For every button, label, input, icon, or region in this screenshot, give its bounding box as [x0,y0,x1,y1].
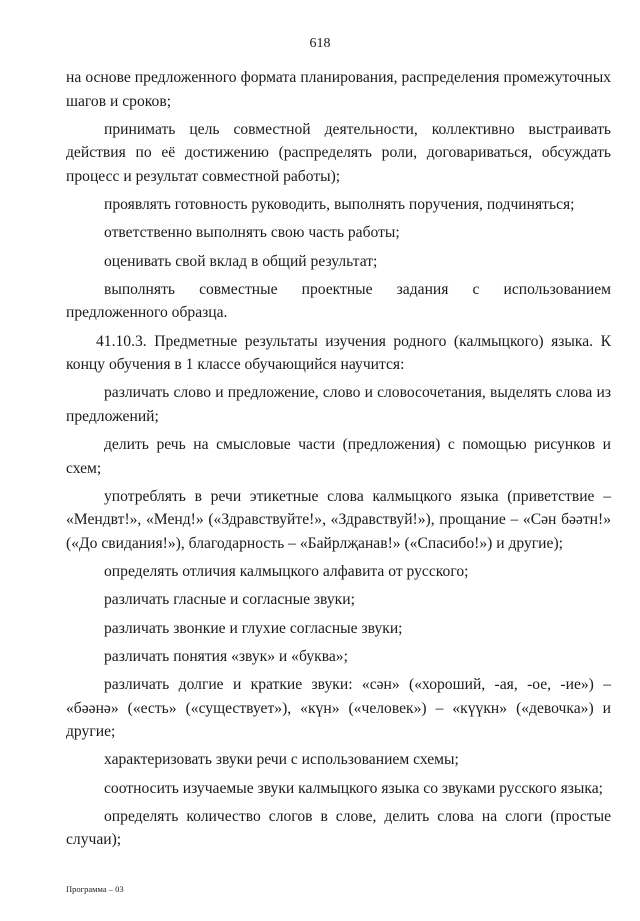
paragraph-sound-and-letter: различать понятия «звук» и «буква»; [104,647,348,665]
paragraph-syllables: определять количество слогов в слове, делить слова на слоги (простые случаи); [66,807,611,849]
section-heading-41-10-3: 41.10.3. Предметные результаты изучения родного (калмыцкого) языка. К концу обучения в 1 классе обучающийся научится: [66,332,611,374]
paragraph-responsible-work: ответственно выполнять свою часть работы; [104,224,400,242]
paragraph-word-and-sentence: различать слово и предложение, слово и словосочетания, выделять слова из предложений; [66,384,611,425]
paragraph-alphabet-differences: определять отличия калмыцкого алфавита от русского; [104,563,469,581]
paragraph-compare-sounds: соотносить изучаемые звуки калмыцкого языка со звуками русского языка; [104,779,603,797]
paragraph-long-short-sounds: различать долгие и краткие звуки: «сән» («хороший, -ая, -ое, -ие») – «бәәнә» («есть» («существует»), «күн» («человек») – «күүкн» («девочка») и другие; [66,675,611,741]
paragraph-characterize-sounds: характеризовать звуки речи с использованием схемы; [104,751,459,769]
page-footer: Программа – 03 [66,884,124,894]
paragraph-vowels-consonants: различать гласные и согласные звуки; [104,591,355,609]
paragraph-planning-continuation: на основе предложенного формата планирования, распределения промежуточных шагов и сроков; [66,69,611,110]
paragraph-voiced-voiceless: различать звонкие и глухие согласные звуки; [104,619,403,637]
paragraph-evaluate-contribution: оценивать свой вклад в общий результат; [104,252,378,270]
document-body [66,66,611,857]
paragraph-etiquette-words: употреблять в речи этикетные слова калмыцкого языка (приветствие – «Мендвт!», «Менд!» («Здравствуйте!», «Здравствуй!»), прощание – «Сән бәәтн!» («До свидания!»), благодарность – «Байрлҗанав!» («Спасибо!») и другие); [66,487,611,553]
page-number: 618 [309,36,331,51]
paragraph-divide-speech: делить речь на смысловые части (предложения) с помощью рисунков и схем; [66,436,611,477]
paragraph-joint-activity: принимать цель совместной деятельности, коллективно выстраивать действия по её достижению (распределять роли, договариваться, обсуждать процесс и результат совместной работы); [66,120,611,185]
paragraph-readiness-to-lead: проявлять готовность руководить, выполнять поручения, подчиняться; [104,196,575,214]
paragraph-joint-project-tasks: выполнять совместные проектные задания с использованием предложенного образца. [66,280,611,322]
